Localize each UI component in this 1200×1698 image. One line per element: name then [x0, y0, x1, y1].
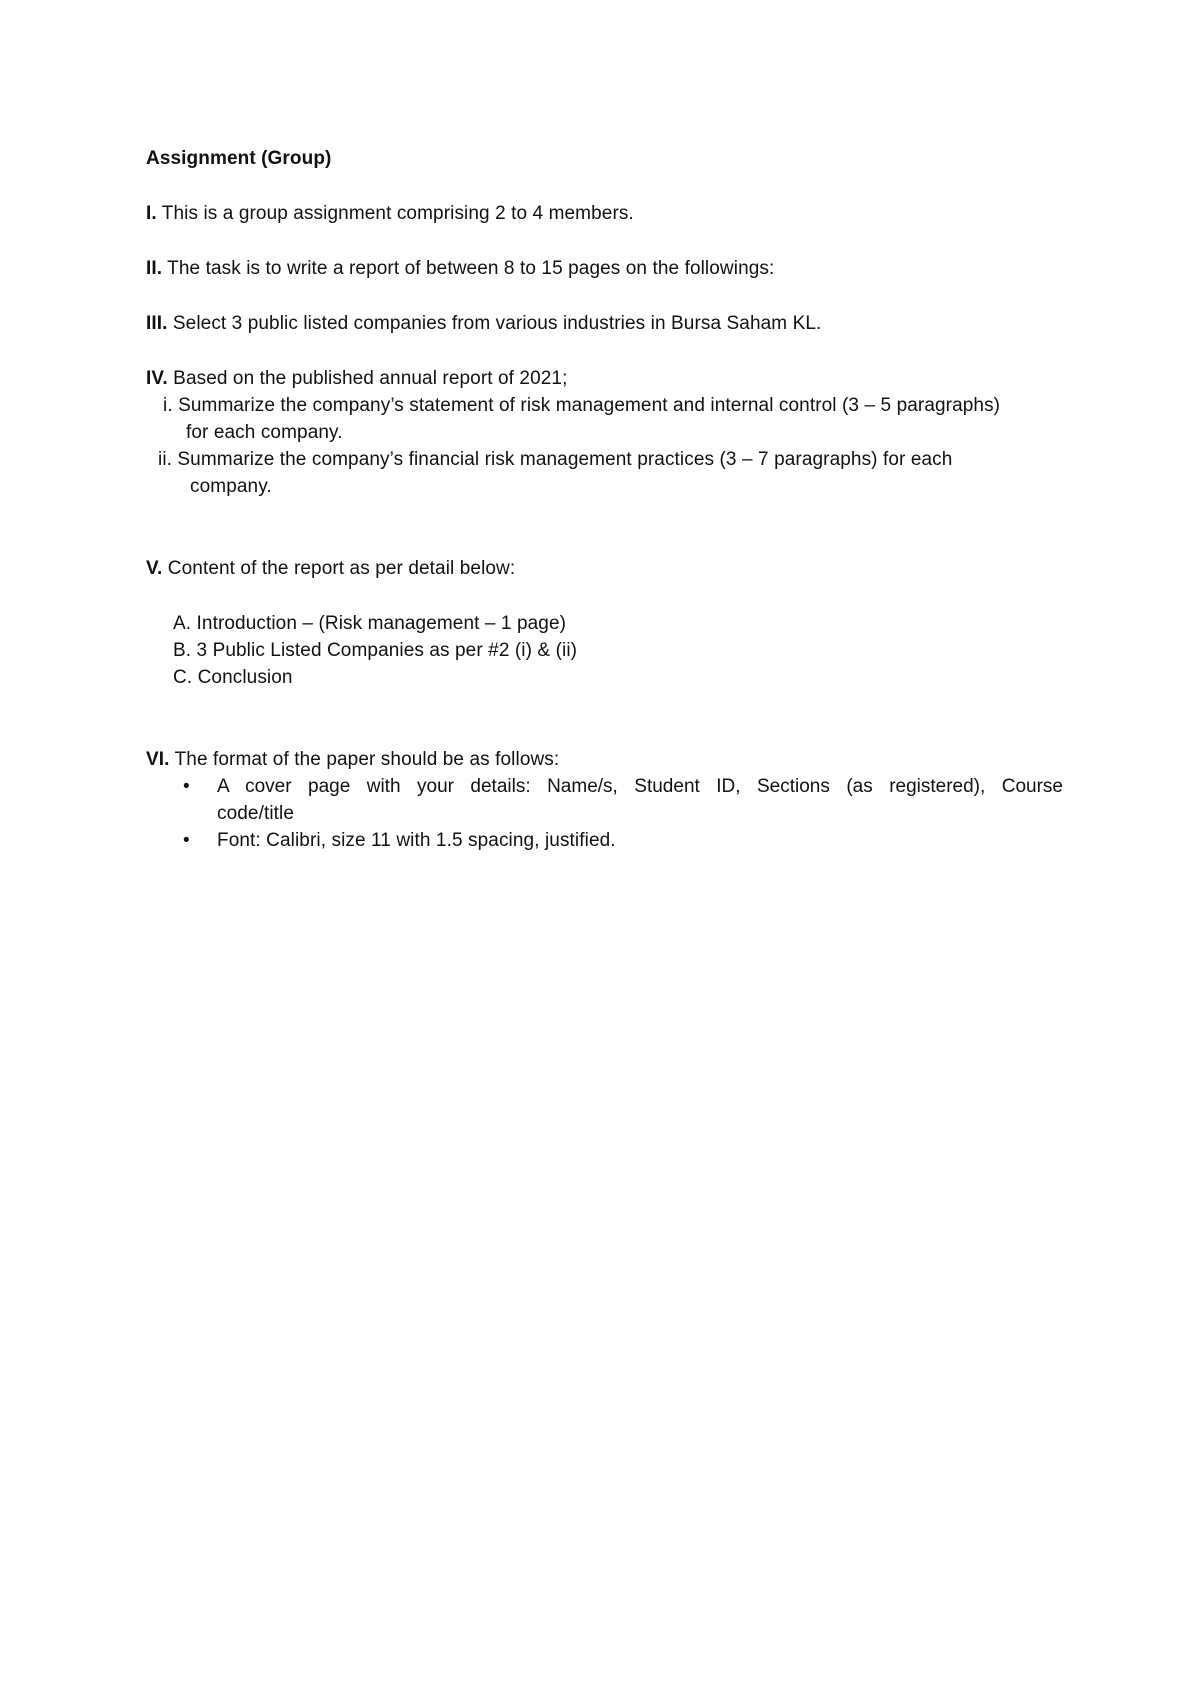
item-i-number: I.	[146, 203, 157, 224]
item-vi	[146, 748, 559, 772]
item-vi-number: VI.	[146, 749, 170, 770]
item-iv-sub-ii-line2: company.	[190, 476, 272, 497]
bullet-1-line1: A cover page with your details: Name/s, Student ID, Sections (as registered), Course	[217, 776, 1063, 797]
item-iv-sub-ii-line1: ii. Summarize the company’s financial risk management practices (3 – 7 paragraphs) for each	[158, 449, 953, 470]
item-v-a	[173, 612, 566, 636]
item-iii	[146, 312, 821, 336]
item-ii-text: The task is to write a report of between 8 to 15 pages on the followings:	[162, 258, 775, 279]
bullet-1-line2: code/title	[217, 803, 295, 824]
item-ii-number: II.	[146, 258, 163, 279]
bullet-2-text: Font: Calibri, size 11 with 1.5 spacing, justified.	[217, 830, 616, 851]
item-iv	[146, 367, 567, 391]
document-title: Assignment (Group)	[146, 148, 332, 169]
bullet-1-dot: •	[183, 776, 190, 797]
item-v-c: C. Conclusion	[173, 667, 293, 688]
item-i	[146, 202, 634, 226]
item-iv-sub-i-line2: for each company.	[186, 422, 343, 443]
item-vi-text: The format of the paper should be as follows:	[169, 749, 560, 770]
item-iv-sub-i-line1: i. Summarize the company’s statement of risk management and internal control (3 – 5 paragraphs)	[163, 395, 1001, 416]
item-i-text: This is a group assignment comprising 2 to 4 members.	[156, 203, 634, 224]
item-iii-text: Select 3 public listed companies from various industries in Bursa Saham KL.	[167, 313, 822, 334]
item-v-a-label: A.	[173, 613, 192, 634]
item-iv-text: Based on the published annual report of 2021;	[167, 368, 568, 389]
item-v-text: Content of the report as per detail below:	[162, 558, 516, 579]
item-ii	[146, 257, 774, 281]
item-v	[146, 557, 515, 581]
item-v-a-text: Introduction – (Risk management – 1 page)	[191, 613, 567, 634]
item-v-b: B. 3 Public Listed Companies as per #2 (i) & (ii)	[173, 640, 578, 661]
item-v-number: V.	[146, 558, 163, 579]
item-iv-number: IV.	[146, 368, 168, 389]
item-iii-number: III.	[146, 313, 168, 334]
bullet-2-dot: •	[183, 830, 190, 851]
